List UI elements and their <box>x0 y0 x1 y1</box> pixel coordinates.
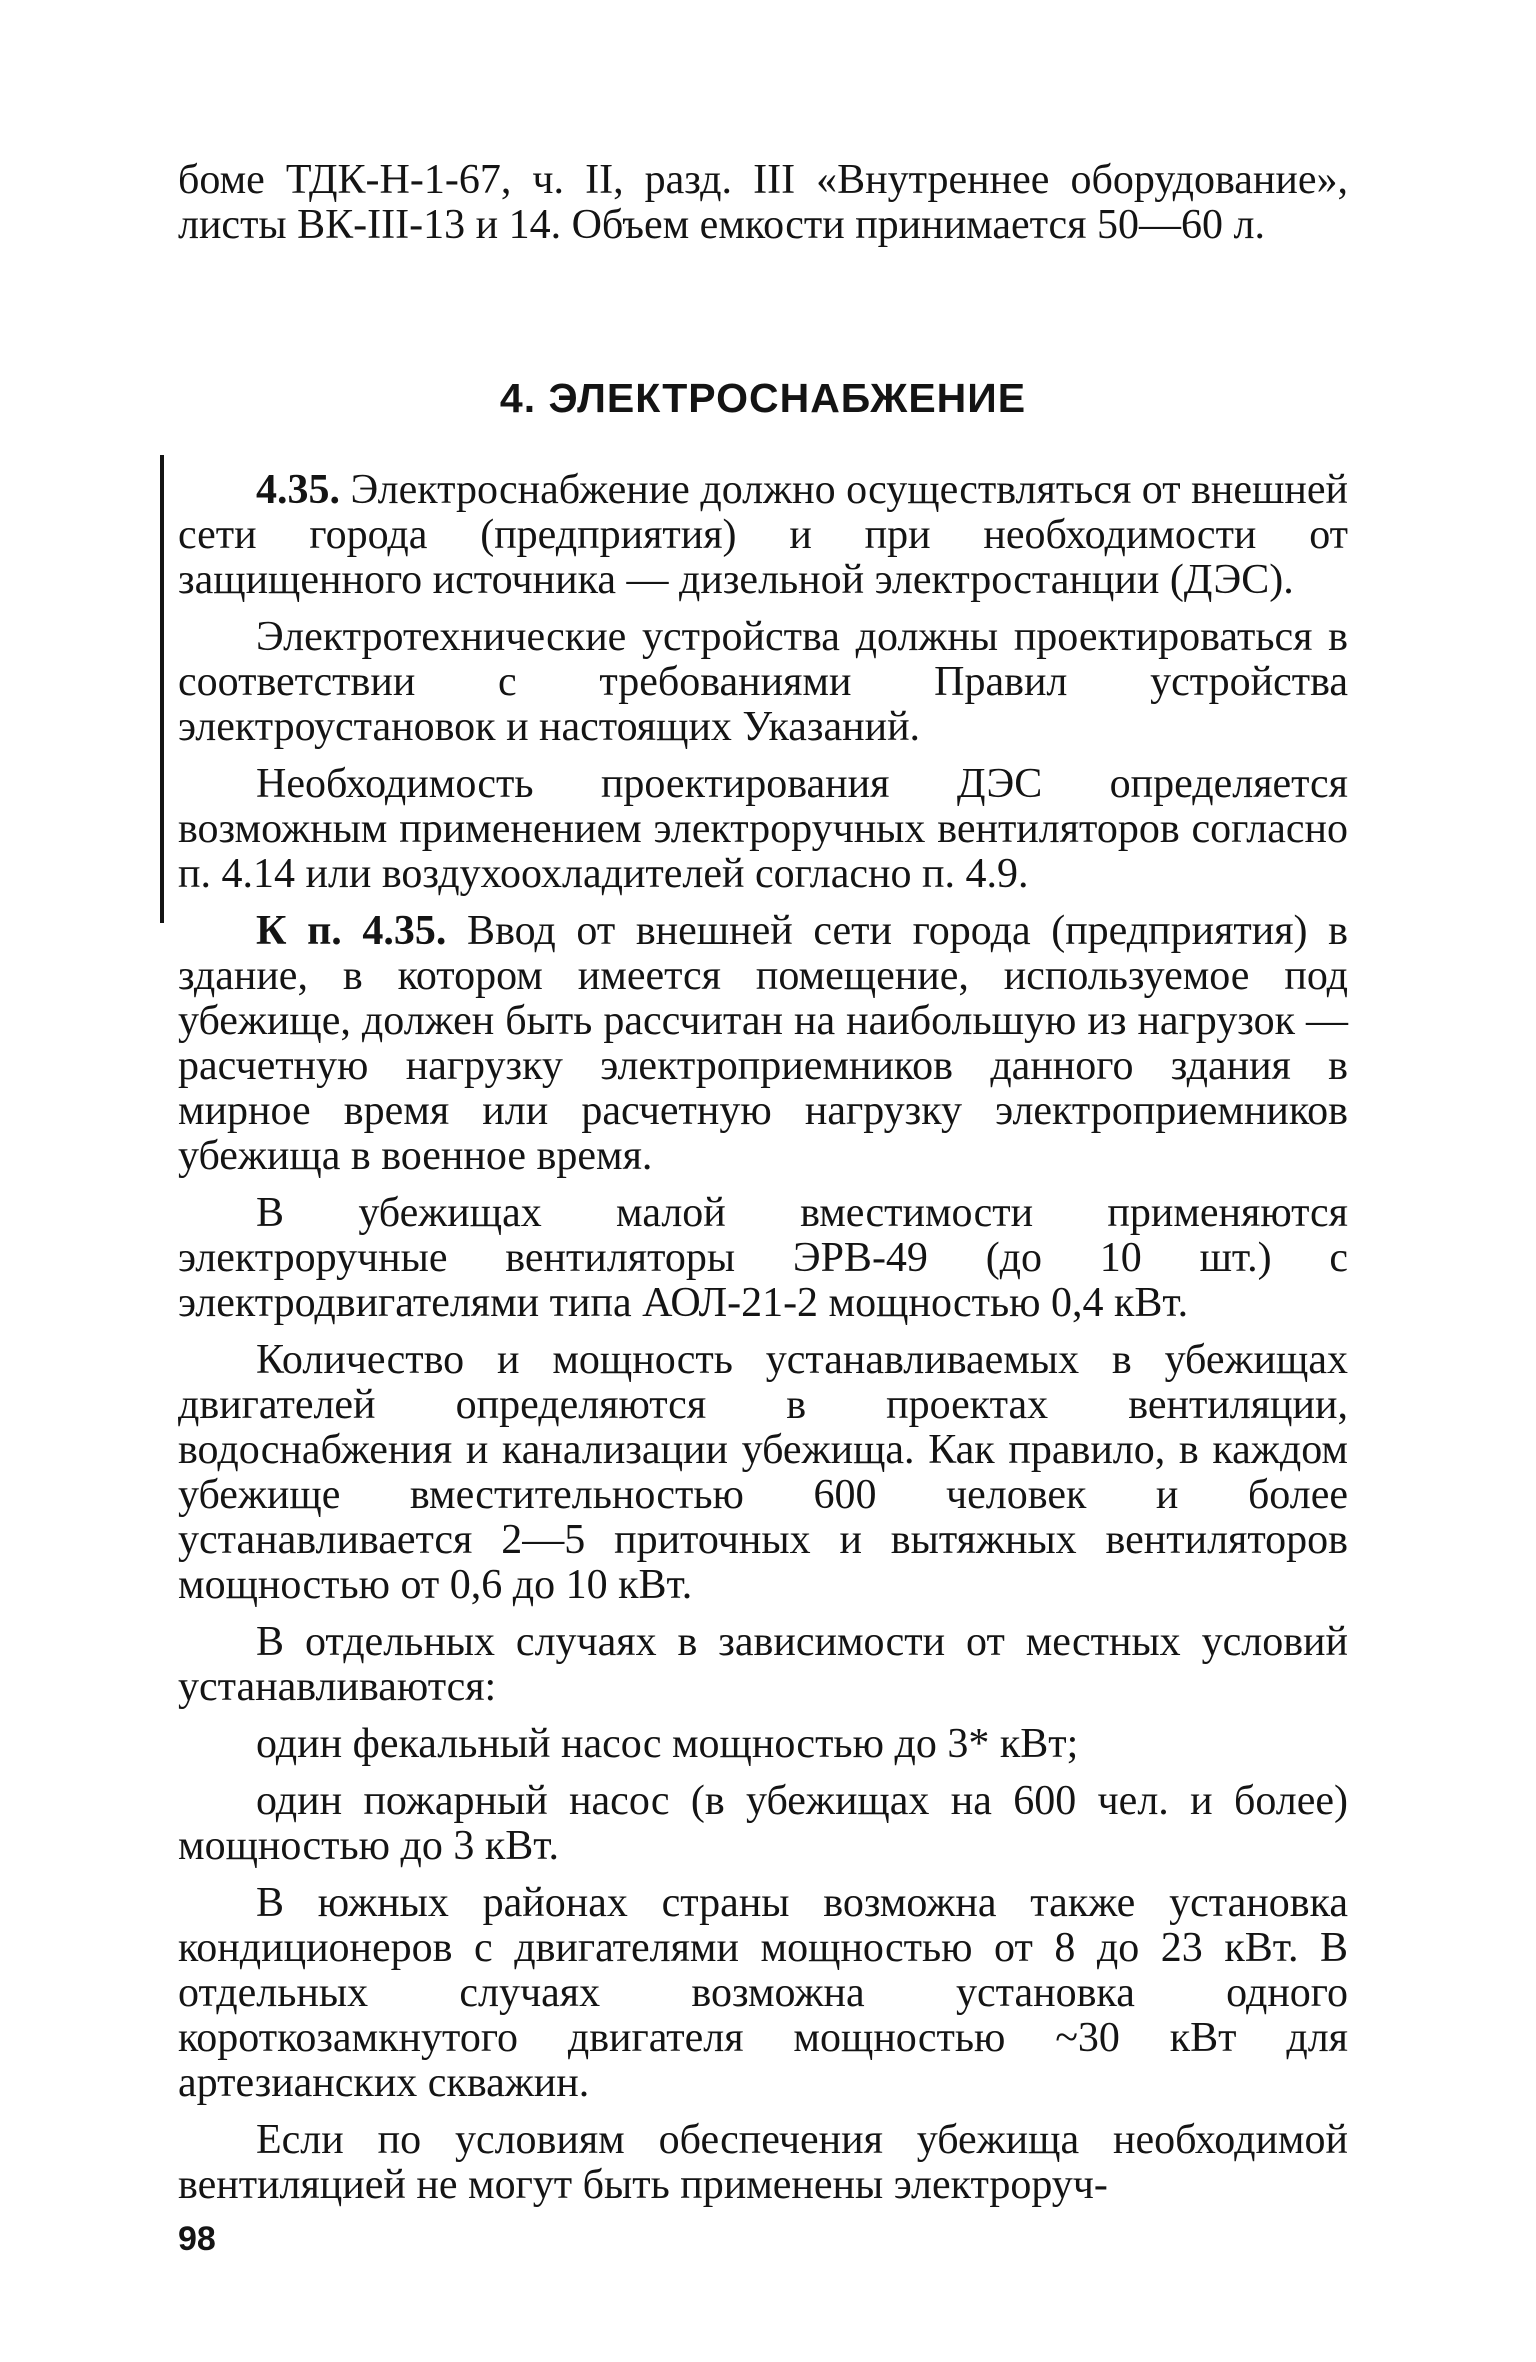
quantity-paragraph: Количество и мощность устанавливаемых в убежищах двигателей определяются в проектах вентиляции, водоснабжения и канализации убежища. Как правило, в каждом убежище вместительностью 600 человек и более устанавливается 2—5 приточных и вытяжных вентиляторов мощностью от 0,6 до 10 кВт. <box>178 1337 1348 1608</box>
comment-label: К п. 4.35. <box>256 908 447 954</box>
last-paragraph: Если по условиям обеспечения убежища необходимой вентиляцией не могут быть применены электроруч- <box>178 2117 1348 2208</box>
clause-4-35-paragraph <box>178 468 1348 603</box>
fecal-pump-item: один фекальный насос мощностью до 3* кВт; <box>256 1721 1079 1767</box>
electrotech-paragraph: Электротехнические устройства должны проектироваться в соответствии с требованиями Правил устройства электроустановок и настоящих Указаний. <box>178 614 1348 750</box>
comment-4-35-paragraph <box>178 909 1348 1179</box>
margin-change-bar <box>160 455 164 923</box>
comment-text: Ввод от внешней сети города (предприятия) в здание, в котором имеется помещение, используемое под убежище, должен быть рассчитан на наибольшую из нагрузок — расчетную нагрузку электроприемников данного здания в мирное время или расчетную нагрузку электроприемников убежища в военное время. <box>178 908 1349 1179</box>
southern-regions-paragraph: В южных районах страны возможна также установка кондиционеров с двигателями мощностью от 8 до 23 кВт. В отдельных случаях возможна установка одного короткозамкнутого двигателя мощностью ~30 кВт для артезианских скважин. <box>178 1880 1348 2106</box>
section-heading: 4. ЭЛЕКТРОСНАБЖЕНИЕ <box>499 375 1027 421</box>
main-text-block <box>178 468 1348 2220</box>
intro-block <box>178 158 1348 260</box>
clause-text: Электроснабжение должно осуществляться от внешней сети города (предприятия) и при необходимости от защищенного источника — дизельной электростанции (ДЭС). <box>178 467 1348 603</box>
small-shelters-paragraph: В убежищах малой вместимости применяются электроручные вентиляторы ЭРВ-49 (до 10 шт.) с электродвигателями типа АОЛ-21-2 мощностью 0,4 кВт. <box>178 1190 1348 1326</box>
necessity-paragraph: Необходимость проектирования ДЭС определяется возможным применением электроручных вентиляторов согласно п. 4.14 или воздухоохладителей согласно п. 4.9. <box>178 761 1348 897</box>
fire-pump-item: один пожарный насос (в убежищах на 600 чел. и более) мощностью до 3 кВт. <box>178 1778 1348 1869</box>
intro-paragraph: боме ТДК-Н-1-67, ч. II, разд. III «Внутреннее оборудование», листы ВК-III-13 и 14. Объем емкости принимается 50—60 л. <box>178 157 1348 248</box>
page-number: 98 <box>178 2220 216 2258</box>
clause-number: 4.35. <box>256 467 340 513</box>
separate-cases-paragraph: В отдельных случаях в зависимости от местных условий устанавливаются: <box>178 1619 1348 1710</box>
